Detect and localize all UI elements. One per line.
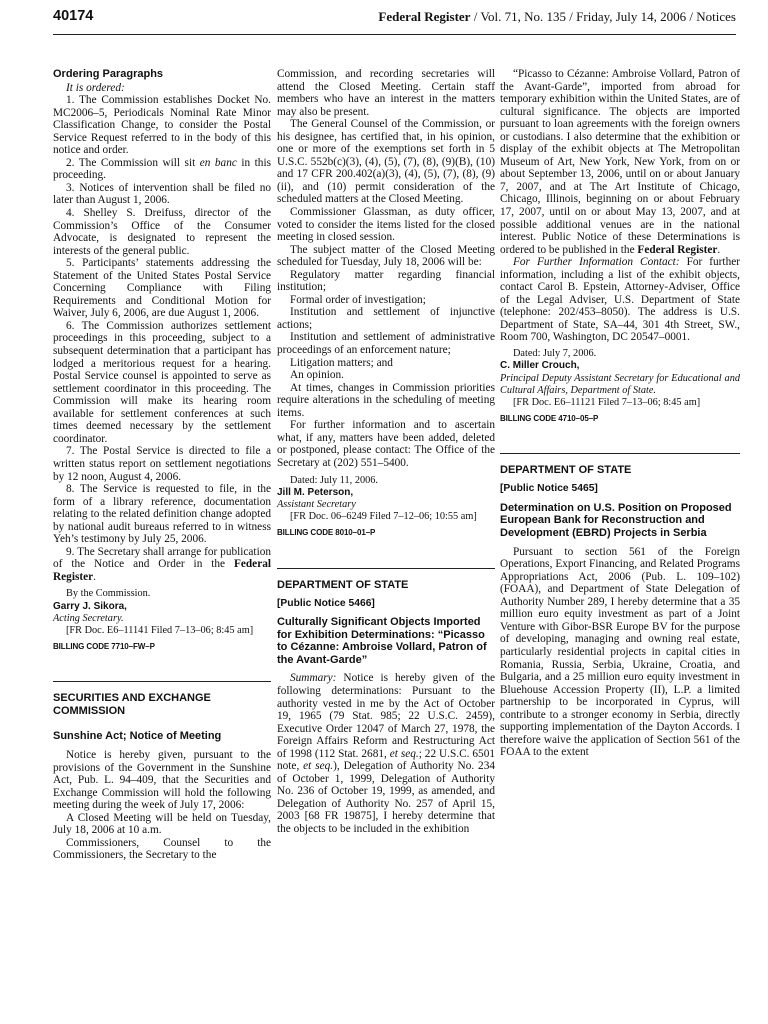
paragraph: Pursuant to section 561 of the Foreign Operations, Export Financing, and Related Programs Appropriations Act, 2006 (Pub. L. 109–102) (FOAA), and Department of State Delegation of Authority Number 289, I hereby determine that a 35 million euro equity investment as part of a Joint Venture with Gibor-BSR Europe BV for the purpose of developing, managing and owning real estate, particularly residential projects in capital cities in Romania, Russia, Serbia, Ukraine, Croatia, and Bulgaria, and a 25 million euro equity investment in Bluehouse Accession Property (II), L.P. a limited partnership to be incorporated in Cyprus, will contribute to a stronger economy in Serbia, directly supporting implementation of the Dayton Accords. I therefore waive the application of Section 561 of the FOAA to the extent (500, 545, 740, 759)
billing-code: BILLING CODE 4710–05–P (500, 413, 599, 423)
text: . (93, 570, 96, 583)
paragraph: Commissioner Glassman, as duty officer, voted to consider the items listed for the closed meeting in closed session. (277, 206, 495, 244)
text: ), Delegation of Authority No. 234 of October 1, 1999, Delegation of Authority No. 236 of October 19, 1999, as amended, and Delegation of Authority No. 257 of April 15, 2003 [68 FR 19875], I hereby determine that the objects to be included in the exhibition (277, 760, 495, 836)
paragraph: 7. The Postal Service is directed to file a written status report on settlement negotiations by 12 noon, August 4, 2006. (53, 445, 271, 483)
text-italic: en banc (199, 156, 237, 169)
paragraph: The subject matter of the Closed Meeting scheduled for Tuesday, July 18, 2006 will be: (277, 243, 495, 269)
running-head (378, 9, 736, 25)
agency-name: DEPARTMENT OF STATE (277, 578, 409, 591)
paragraph: 1. The Commission establishes Docket No. MC2006–5, Periodicals Nominal Rate Minor Classification Change, to consider the Postal Service Request referred to in the body of this notice and order. (53, 94, 271, 157)
paragraph (500, 68, 740, 256)
paragraph: 8. The Service is requested to file, in the form of a library reference, documentation relating to the related definition change adopted by national audit bureaus referred to in witness Yeh’s testimony by July 25, 2006. (53, 483, 271, 546)
public-notice-number: [Public Notice 5465] (500, 483, 598, 495)
paragraph: Commission, and recording secretaries will attend the Closed Meeting. Certain staff members who have an interest in the matters may also be present. (277, 68, 495, 118)
list-item: Litigation matters; and (290, 356, 393, 369)
document-title: Sunshine Act; Notice of Meeting (53, 730, 222, 743)
paragraph (500, 256, 740, 344)
page-header (53, 8, 736, 28)
paragraph: 3. Notices of intervention shall be filed no later than August 1, 2006. (53, 181, 271, 207)
paragraph: Commissioners, Counsel to the Commissioners, the Secretary to the (53, 836, 271, 862)
column-2 (277, 68, 495, 836)
paragraph: It is ordered: (66, 81, 125, 94)
document-title: Determination on U.S. Position on Proposed European Bank for Reconstruction and Development (EBRD) Projects in Serbia (500, 501, 732, 540)
column-3 (500, 68, 740, 759)
paragraph (53, 546, 271, 584)
text: Notice is hereby given of the following determinations: Pursuant to the authority vested in me by the Act of October 19, 1965 (79 Stat. 985; 22 U.S.C. 2459), Executive Order 12047 of March 27, 1978, the Foreign Affairs Reform and Restructuring Act of 1998 (112 Stat. 2681, (277, 672, 495, 760)
dated-line: Dated: July 11, 2006. (290, 474, 378, 486)
page-number: 40174 (53, 8, 94, 24)
section-rule (500, 453, 740, 454)
paragraph: For further information and to ascertain what, if any, matters have been added, deleted or postponed, please contact: The Office of the Secretary at (202) 551–5400. (277, 419, 495, 469)
text: 9. The Secretary shall arrange for publication of the Notice and Order in the (53, 545, 271, 571)
fr-doc: [FR Doc. 06–6249 Filed 7–12–06; 10:55 am] (290, 511, 477, 523)
label-italic: Summary: (290, 672, 337, 685)
by-line: By the Commission. (66, 588, 151, 600)
signer-title: Acting Secretary. (53, 613, 124, 625)
paragraph: Notice is hereby given, pursuant to the provisions of the Government in the Sunshine Act, Pub. L. 94–409, that the Securities and Exchange Commission will hold the following meeting during the week of July 17, 2006: (53, 749, 271, 812)
paragraph (53, 157, 271, 182)
agency-name: DEPARTMENT OF STATE (500, 464, 632, 477)
document-title: Culturally Significant Objects Imported for Exhibition Determinations: “Picasso to Cézanne: Ambroise Vollard, Patron of the Avant-Garde” (277, 616, 487, 666)
text-bold: Federal Register (637, 243, 718, 256)
dated-line: Dated: July 7, 2006. (513, 348, 597, 360)
signer-name: C. Miller Crouch, (500, 360, 580, 372)
paragraph: 4. Shelley S. Dreifuss, director of the Commission’s Office of the Consumer Advocate, is designated to represent the interests of the general public. (53, 207, 271, 257)
paragraph: At times, changes in Commission priorities require alterations in the scheduling of meeting items. (277, 381, 495, 419)
paragraph (277, 672, 495, 835)
billing-code: BILLING CODE 8010–01–P (277, 528, 376, 537)
signer-name: Jill M. Peterson, (277, 486, 354, 498)
signer-title: Principal Deputy Assistant Secretary for Educational and Cultural Affairs, Department of State. (500, 372, 740, 396)
signer-title: Assistant Secretary (277, 499, 356, 511)
billing-code: BILLING CODE 7710–FW–P (53, 641, 155, 651)
paragraph: 6. The Commission authorizes settlement proceedings in this proceeding, subject to a subsequent determination that a participant has lodged a meritorious request for a hearing. Postal Service counsel is appointed to serve as settlement coordinator in this proceeding. The Commission will make its hearing room available for settlement conferences at such times deemed necessary by the settlement coordinator. (53, 319, 271, 445)
paragraph: A Closed Meeting will be held on Tuesday, July 18, 2006 at 10 a.m. (53, 811, 271, 837)
list-item: An opinion. (290, 369, 344, 382)
list-item: Formal order of investigation; (290, 293, 426, 306)
text-bold: Federal Register (53, 558, 271, 583)
text-italic: et seq. (303, 760, 334, 773)
label-italic: For Further Information Contact: (513, 256, 680, 269)
text: ; 22 U.S.C. 6501 note, (277, 747, 495, 773)
list-item: Institution and settlement of administrative proceedings of an enforcement nature; (277, 331, 495, 357)
signer-name: Garry J. Sikora, (53, 600, 127, 612)
list-item: Institution and settlement of injunctive actions; (277, 306, 495, 331)
section-heading: Ordering Paragraphs (53, 68, 164, 80)
text: . (717, 243, 721, 256)
paragraph: 5. Participants’ statements addressing the Statement of the United States Postal Service Concerning Compliance with Filing Requirements and Conditional Motion for Waiver, July 6, 2006, are due August 1, 2006. (53, 257, 271, 320)
text: in this proceeding. (53, 156, 271, 182)
agency-name: SECURITIES AND EXCHANGE COMMISSION (53, 692, 211, 718)
text: 2. The Commission will sit (66, 156, 200, 169)
fr-doc: [FR Doc. E6–11121 Filed 7–13–06; 8:45 am] (513, 397, 701, 409)
header-rule (53, 34, 736, 35)
text: For further information, including a list of the exhibit objects, contact Carol B. Epstein, Attorney-Adviser, Office of the Legal Adviser, U.S. Department of State (telephone: 202/453–8050). The address is U.S. Department of State, SA–44, 301 4th Street, SW., Room 700, Washington, DC 20547–0001. (500, 256, 740, 344)
journal-name: Federal Register (378, 9, 471, 24)
section-rule (277, 568, 495, 569)
public-notice-number: [Public Notice 5466] (277, 597, 375, 609)
column-1 (53, 68, 271, 862)
text: “Picasso to Cézanne: Ambroise Vollard, Patron of the Avant-Garde”, imported from abroad for temporary exhibition within the United States, are of cultural significance. The objects are imported pursuant to loan agreements with the foreign owners or custodians. I also determine that the exhibition or display of the exhibit objects at The Metropolitan Museum of Art, New York, New York, from on or about September 13, 2006, until on or about January 7, 2007, and at The Art Institute of Chicago, Chicago, Illinois, beginning on or about February 17, 2007, until on or about May 13, 2007, and at possible additional venues are in the national interest. Public Notice of these Determinations is ordered to be published in the (500, 68, 740, 256)
text-italic: et seq. (389, 747, 419, 760)
section-rule (53, 681, 271, 682)
paragraph: The General Counsel of the Commission, or his designee, has certified that, in his opinion, one or more of the exemptions set forth in 5 U.S.C. 552b(c)(3), (4), (5), (7), (8), (9)(B), (10) and 17 CFR 200.402(a)(3), (4), (5), (7), (8), (9)(ii), and (10) permit consideration of the scheduled matters at the Closed Meeting. (277, 118, 495, 206)
list-item: Regulatory matter regarding financial institution; (277, 268, 495, 294)
issue-details: / Vol. 71, No. 135 / Friday, July 14, 2006 / Notices (470, 9, 736, 24)
fr-doc: [FR Doc. E6–11141 Filed 7–13–06; 8:45 am] (66, 625, 254, 637)
